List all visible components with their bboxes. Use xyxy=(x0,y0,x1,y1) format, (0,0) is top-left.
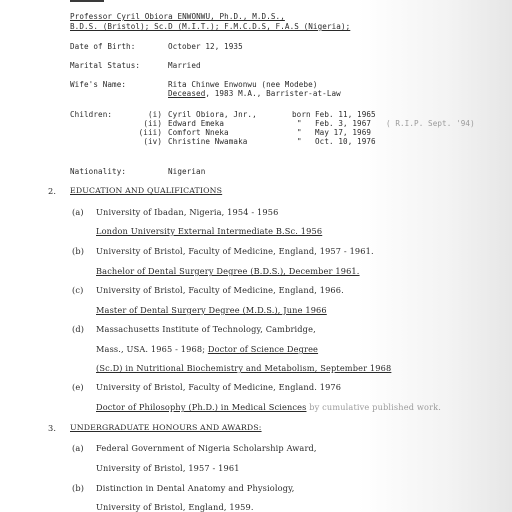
education-item-line xyxy=(96,402,441,412)
dob-label: Date of Birth: xyxy=(70,42,136,51)
child-date: Oct. 10, 1976 xyxy=(315,137,376,146)
education-item-line: University of Bristol, Faculty of Medicine, England. 1976 xyxy=(96,382,342,392)
born-label: born xyxy=(292,110,311,119)
wife-value-2 xyxy=(168,89,341,98)
name-line: Professor Cyril Obiora ENWONWU, Ph.D., M.D.S., xyxy=(70,12,285,21)
wife-label: Wife's Name: xyxy=(70,80,127,89)
education-item-line xyxy=(96,344,318,354)
education-item-line: Massachusetts Institute of Technology, Cambridge, xyxy=(96,324,316,334)
degrees-line: B.D.S. (Bristol); Sc.D (M.I.T.); F.M.C.D.S, F.A.S (Nigeria); xyxy=(70,22,351,31)
ditto-mark: " xyxy=(297,119,302,128)
section-title: UNDERGRADUATE HONOURS AND AWARDS: xyxy=(70,423,262,432)
child-num: (ii) xyxy=(143,119,162,128)
education-item-degree: London University External Intermediate B.Sc. 1956 xyxy=(96,226,323,236)
children-label: Children: xyxy=(70,110,113,119)
child-name: Comfort Nneka xyxy=(168,128,229,137)
education-item-line: University of Bristol, Faculty of Medicine, England, 1966. xyxy=(96,285,344,295)
marital-value: Married xyxy=(168,61,201,70)
child-num: (iii) xyxy=(138,128,162,137)
wife-deceased: Deceased xyxy=(168,89,206,98)
section-title: EDUCATION AND QUALIFICATIONS xyxy=(70,186,223,195)
education-item-line: University of Ibadan, Nigeria, 1954 - 1956 xyxy=(96,207,279,217)
item-letter: (b) xyxy=(72,483,85,493)
child-note: ( R.I.P. Sept. '94) xyxy=(386,119,475,128)
wife-details: , 1983 M.A., Barrister-at-Law xyxy=(205,89,341,98)
item-letter: (a) xyxy=(72,207,84,217)
award-item-line: University of Bristol, 1957 - 1961 xyxy=(96,463,240,473)
education-item-degree: (Sc.D) in Nutritional Biochemistry and Metabolism, September 1968 xyxy=(96,363,392,373)
child-name: Cyril Obiora, Jnr., xyxy=(168,110,257,119)
child-num: (iv) xyxy=(143,137,162,146)
marital-label: Marital Status: xyxy=(70,61,141,70)
education-item-text: Mass., USA. 1965 - 1968; xyxy=(96,344,208,354)
education-item-degree: Master of Dental Surgery Degree (M.D.S.), June 1966 xyxy=(96,305,327,315)
item-letter: (a) xyxy=(72,443,84,453)
top-rule xyxy=(70,0,104,2)
child-num: (i) xyxy=(147,110,162,119)
nationality-value: Nigerian xyxy=(168,167,206,176)
education-item-degree: Bachelor of Dental Surgery Degree (B.D.S.), December 1961. xyxy=(96,266,360,276)
nationality-label: Nationality: xyxy=(70,167,127,176)
child-date: Feb. 11, 1965 xyxy=(315,110,376,119)
education-item-degree: Doctor of Philosophy (Ph.D.) in Medical Sciences xyxy=(96,402,307,412)
ditto-mark: " xyxy=(297,128,302,137)
dob-value: October 12, 1935 xyxy=(168,42,243,51)
award-item-line: Federal Government of Nigeria Scholarship Award, xyxy=(96,443,317,453)
section-number: 3. xyxy=(48,423,57,433)
education-item-line: University of Bristol, Faculty of Medicine, England, 1957 - 1961. xyxy=(96,246,374,256)
ditto-mark: " xyxy=(297,137,302,146)
item-letter: (b) xyxy=(72,246,85,256)
item-letter: (e) xyxy=(72,382,84,392)
award-item-line: Distinction in Dental Anatomy and Physiology, xyxy=(96,483,295,493)
item-letter: (d) xyxy=(72,324,85,334)
award-item-line: University of Bristol, England, 1959. xyxy=(96,502,254,512)
child-name: Christine Nwamaka xyxy=(168,137,248,146)
section-number: 2. xyxy=(48,186,57,196)
child-date: May 17, 1969 xyxy=(315,128,372,137)
item-letter: (c) xyxy=(72,285,84,295)
wife-value-1: Rita Chinwe Enwonwu (nee Modebe) xyxy=(168,80,318,89)
child-name: Edward Emeka xyxy=(168,119,225,128)
education-item-text: by cumulative published work. xyxy=(306,402,442,412)
child-date: Feb. 3, 1967 xyxy=(315,119,372,128)
education-item-degree: Doctor of Science Degree xyxy=(207,344,319,354)
